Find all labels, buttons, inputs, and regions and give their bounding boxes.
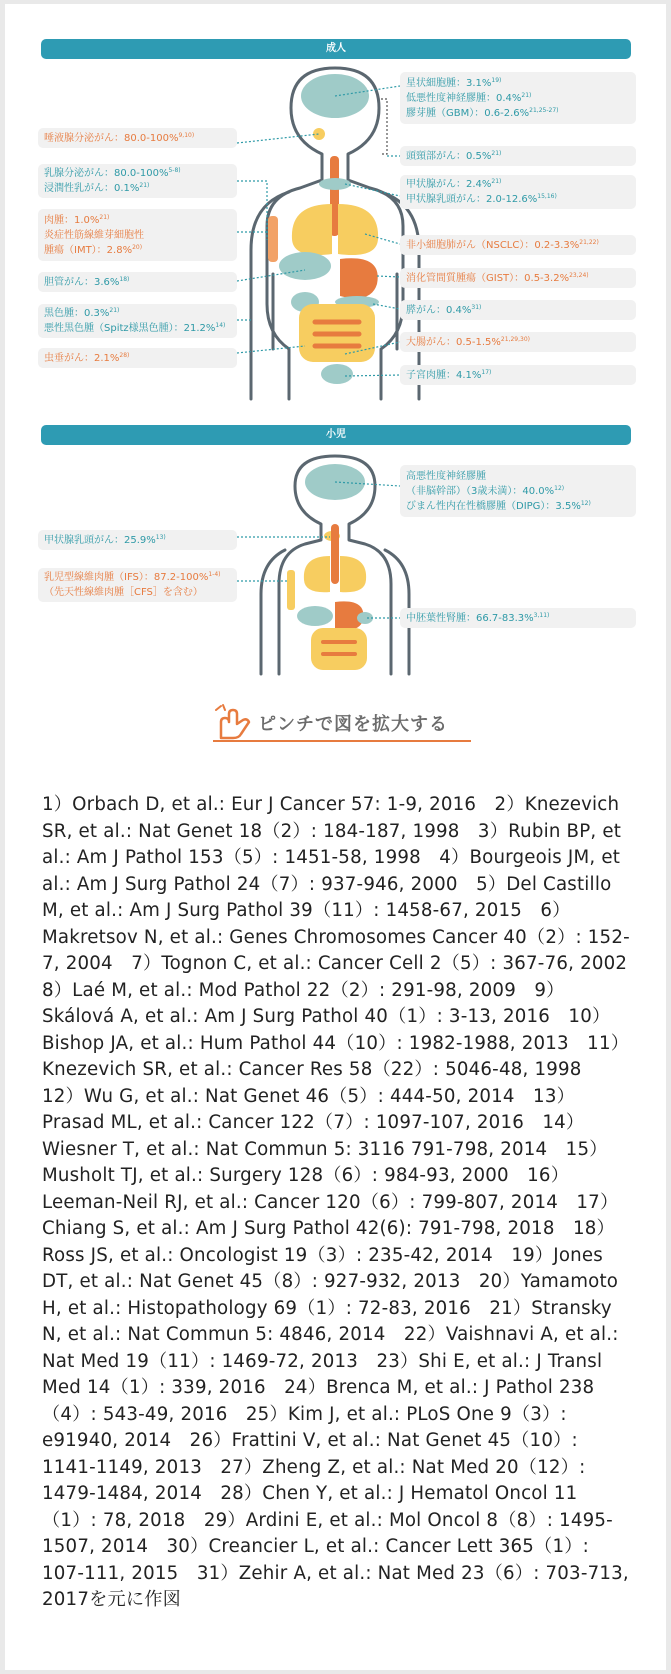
reference-superscript: 21) <box>99 213 110 221</box>
adult-lung-right <box>338 204 378 255</box>
reference-superscript: 21) <box>491 178 502 185</box>
adult-pituitary <box>313 128 325 140</box>
child-banner: 小児 <box>41 425 631 445</box>
label-line <box>406 303 630 318</box>
adult-banner: 成人 <box>41 39 631 59</box>
reference-superscript: 21,25-27) <box>529 106 559 114</box>
reference-superscript: 18) <box>119 275 130 283</box>
adult-label-astro <box>400 72 636 124</box>
adult-label-nsclc <box>400 235 636 255</box>
reference-superscript: 3,11) <box>533 611 550 619</box>
adult-label-head-neck <box>400 146 636 166</box>
label-line <box>44 351 231 366</box>
label-line <box>406 238 630 253</box>
reference-superscript: 5-8) <box>168 167 181 174</box>
reference-superscript: 14) <box>215 322 226 329</box>
label-text: 膠芽腫（GBM）：0.6-2.6% <box>406 107 530 119</box>
reference-superscript: 12) <box>554 484 565 492</box>
child-kidney <box>357 612 373 624</box>
label-line <box>44 131 231 146</box>
label-text: 頭頸部がん：0.5% <box>406 150 492 162</box>
reference-superscript: 15,16) <box>537 193 557 200</box>
label-text: 中胚葉性腎腫：66.7-83.3% <box>406 612 534 624</box>
reference-superscript: 21,22) <box>579 238 599 246</box>
adult-uterus <box>321 364 353 384</box>
label-line <box>44 275 231 290</box>
label-text: 乳腺分泌がん：80.0-100% <box>44 168 169 179</box>
label-text: 子宮肉腫：4.1% <box>406 369 482 381</box>
child-label-mesoblastic <box>400 608 636 628</box>
child-label-ifs <box>38 568 237 602</box>
label-text: 消化管間質腫瘍（GIST）：0.5-3.2% <box>406 272 570 284</box>
adult-label-breast <box>38 164 237 198</box>
label-line <box>406 271 630 286</box>
label-line <box>44 166 231 181</box>
adult-arm-tissue <box>268 216 278 262</box>
reference-superscript: 17) <box>481 368 492 376</box>
reference-superscript: 21,29,30) <box>500 335 530 343</box>
reference-superscript: 21) <box>109 307 120 314</box>
adult-liver <box>279 252 331 280</box>
reference-superscript: 21) <box>491 149 502 157</box>
label-text: 乳児型線維肉腫（IFS）：87.2-100% <box>44 572 209 583</box>
label-text: 唾液腺分泌がん：80.0-100% <box>44 132 179 144</box>
label-text: 甲状腺乳頭がん：25.9% <box>44 534 156 546</box>
label-line <box>44 228 231 243</box>
adult-label-appendix <box>38 348 237 368</box>
reference-superscript: 21) <box>521 91 532 99</box>
adult-label-bile <box>38 272 237 292</box>
label-line <box>44 570 231 585</box>
label-text: 甲状腺がん：2.4% <box>406 179 492 190</box>
label-line <box>44 585 231 600</box>
label-line <box>406 106 630 121</box>
label-line <box>44 321 231 336</box>
label-text: 炎症性筋線維芽細胞性 <box>44 229 144 241</box>
label-line <box>44 243 231 258</box>
reference-superscript: 1-4) <box>208 571 221 578</box>
pinch-hand-icon <box>213 704 255 740</box>
child-colon <box>311 628 367 670</box>
label-text: 悪性黒色腫（Spitz様黒色腫）：21.2% <box>44 323 216 334</box>
adult-label-gist <box>400 268 636 288</box>
child-esophagus <box>331 524 339 584</box>
label-text: 浸潤性乳がん：0.1% <box>44 183 140 194</box>
label-line <box>44 533 231 548</box>
reference-superscript: 19) <box>491 76 502 84</box>
label-text: （非脳幹部）（3歳未満）：40.0% <box>406 485 555 497</box>
adult-lung-left <box>292 204 332 255</box>
label-text: 腫瘍（IMT）：2.8% <box>44 244 133 256</box>
label-line <box>44 181 231 196</box>
adult-organs <box>268 74 379 384</box>
reference-superscript: 21) <box>139 182 150 189</box>
label-text: 低悪性度神経膠腫：0.4% <box>406 92 522 104</box>
child-label-hgg <box>400 465 636 517</box>
label-line <box>406 484 630 499</box>
label-text: 胆管がん：3.6% <box>44 276 120 288</box>
label-text: 大腸がん：0.5-1.5% <box>406 336 501 348</box>
page <box>5 4 666 1670</box>
adult-label-secretory-salivary <box>38 128 237 148</box>
reference-superscript: 28) <box>119 351 130 359</box>
label-line <box>406 149 630 164</box>
label-line <box>44 213 231 228</box>
adult-label-colon <box>400 332 636 352</box>
adult-label-sarcoma <box>38 209 237 261</box>
reference-superscript: 23,24) <box>569 271 589 279</box>
label-line <box>406 192 630 207</box>
adult-stomach <box>340 258 378 298</box>
child-organs <box>287 464 373 670</box>
label-text: びまん性内在性橋膠腫（DIPG）：3.5% <box>406 500 581 512</box>
label-text: （先天性線維肉腫［CFS］を含む） <box>44 587 203 598</box>
label-text: 高悪性度神経膠腫 <box>406 470 486 482</box>
label-line <box>406 76 630 91</box>
label-text: 星状細胞腫：3.1% <box>406 77 492 89</box>
label-text: 非小細胞肺がん（NSCLC）：0.2-3.3% <box>406 239 580 251</box>
label-text: 虫垂がん：2.1% <box>44 352 120 364</box>
label-line <box>406 91 630 106</box>
adult-label-melanoma <box>38 304 237 338</box>
references: 1）Orbach D, et al.: Eur J Cancer 57: 1-9, 2016 2）Knezevich SR, et al.: Nat Genet 18（2）: 184-187, 1998 3）Rubin BP, et al.: Am J Pathol 153（5）: 1451-58, 1998 4）Bourgeois JM, et al.: Am J Surg Pathol 24（7）: 937-946, 2000 5）Del Castillo M, et al.: Am J Surg Pathol 39（11）: 1458-67, 2015 6）Makretsov N, et al.: Genes Chromosomes Cancer 40（2）: 152-7, 2004 7）Tognon C, et al.: Cancer Cell 2（5）: 367-76, 2002 8）Laé M, et al.: Mod Pathol 22（2）: 291-98, 2009 9）Skálová A, et al.: Am J Surg Pathol 40（1）: 3-13, 2016 10）Bishop JA, et al.: Hum Pathol 44（10）: 1982-1988, 2013 11）Knezevich SR, et al.: Cancer Res 58（22）: 5046-48, 1998 12）Wu G, et al.: Nat Genet 46（5）: 444-50, 2014 13）Prasad ML, et al.: Cancer 122（7）: 1097-107, 2016 14）Wiesner T, et al.: Nat Commun 5: 3116 791-798, 2014 15）Musholt TJ, et al.: Surgery 128（6）: 984-93, 2000 16）Leeman-Neil RJ, et al.: Cancer 120（6）: 799-807, 2014 17）Chiang S, et al.: Am J Surg Pathol 42(6): 791-798, 2018 18）Ross JS, et al.: Oncologist 19（3）: 235-42, 2014 19）Jones DT, et al.: Nat Genet 45（8）: 927-932, 2013 20）Yamamoto H, et al.: Histopathology 69（1）: 72-83, 2016 21）Stransky N, et al.: Nat Commun 5: 4846, 2014 22）Vaishnavi A, et al.: Nat Med 19（11）: 1469-72, 2013 23）Shi E, et al.: J Transl Med 14（1）: 339, 2016 24）Brenca M, et al.: J Pathol 238（4）: 543-49, 2016 25）Kim J, et al.: PLoS One 9（3）: e91940, 2014 26）Frattini V, et al.: Nat Genet 45（10）: 1141-1149, 2013 27）Zheng Z, et al.: Nat Med 20（12）: 1479-1484, 2014 28）Chen Y, et al.: J Hematol Oncol 11（1）: 78, 2018 29）Ardini E, et al.: Mol Oncol 8（8）: 1495-1507, 2014 30）Creancier L, et al.: Cancer Lett 365（1）: 107-111, 2015 31）Zehir A, et al.: Nat Med 23（6）: 703-713, 2017を元に作図 <box>42 794 646 1610</box>
reference-superscript: 31) <box>471 303 482 311</box>
reference-superscript: 20) <box>132 243 143 251</box>
label-line <box>406 368 630 383</box>
label-line <box>406 469 630 484</box>
label-text: 甲状腺乳頭がん：2.0-12.6% <box>406 194 538 205</box>
label-line <box>406 177 630 192</box>
adult-label-pancreas <box>400 300 636 320</box>
label-text: 肉腫：1.0% <box>44 214 100 226</box>
label-text: 膵がん：0.4% <box>406 304 472 316</box>
adult-label-thyroid <box>400 175 636 209</box>
adult-label-uterus <box>400 365 636 385</box>
child-lung-left <box>304 556 330 592</box>
pinch-label: ピンチで図を拡大する <box>258 714 448 735</box>
label-text: 黒色腫：0.3% <box>44 308 110 319</box>
label-line <box>406 611 630 626</box>
pinch-zoom-hint[interactable] <box>213 704 473 744</box>
child-arm-tissue <box>287 570 295 610</box>
reference-superscript: 12) <box>580 499 591 507</box>
reference-superscript: 9,10) <box>178 131 195 139</box>
reference-superscript: 13) <box>155 533 166 541</box>
child-label-thyroid-child <box>38 530 237 550</box>
label-line <box>406 499 630 514</box>
child-liver <box>297 606 333 626</box>
label-line <box>44 306 231 321</box>
pinch-underline <box>213 740 471 742</box>
label-line <box>406 335 630 350</box>
child-lung-right <box>340 556 366 592</box>
